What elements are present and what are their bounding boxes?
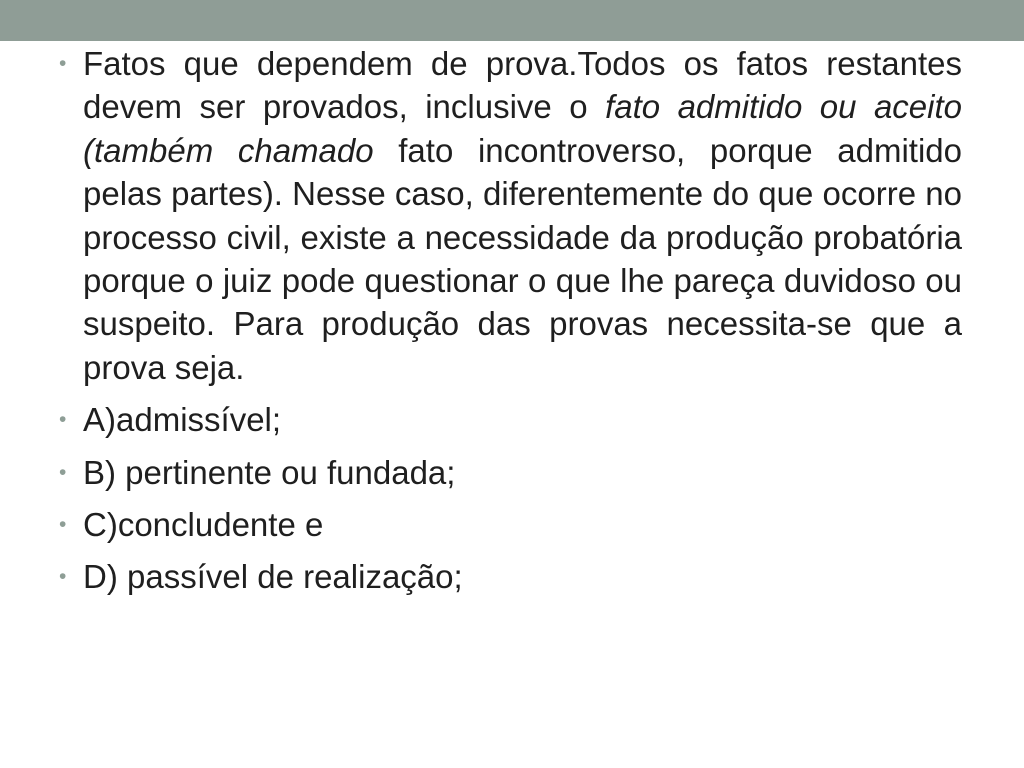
- paragraph-text-italic: fato admitido ou aceito (também chamado: [83, 88, 963, 169]
- bullet-paragraph: [58, 42, 962, 389]
- bullet-icon: •: [59, 513, 67, 537]
- item-text: B) pertinente ou fundada;: [83, 453, 456, 491]
- bullet-item-d: [58, 555, 962, 598]
- bullet-item-a: [58, 398, 962, 441]
- bullet-icon: •: [59, 460, 67, 484]
- slide-content: [58, 42, 962, 608]
- bullet-icon: •: [59, 52, 67, 75]
- paragraph-text-start: Fatos que dependem de prova.Todos os fatos restantes devem ser provados, inclusive o: [83, 45, 962, 126]
- header-bar: [0, 0, 1024, 41]
- bullet-list: [58, 42, 962, 599]
- bullet-icon: •: [59, 408, 67, 432]
- item-text: D) passível de realização;: [83, 558, 463, 596]
- bullet-icon: •: [59, 565, 67, 589]
- item-text: A)admissível;: [83, 401, 282, 439]
- item-text: C)concludente e: [83, 506, 324, 544]
- paragraph-text-end: fato incontroverso, porque admitido pelas partes). Nesse caso, diferentemente do que ocorre no processo civil, existe a necessidade da produção probatória porque o juiz pode questionar o que lhe pareça duvidoso ou suspeito. Para produção das provas necessita-se que a prova seja.: [83, 131, 962, 386]
- bullet-item-b: [58, 451, 962, 494]
- bullet-item-c: [58, 503, 962, 546]
